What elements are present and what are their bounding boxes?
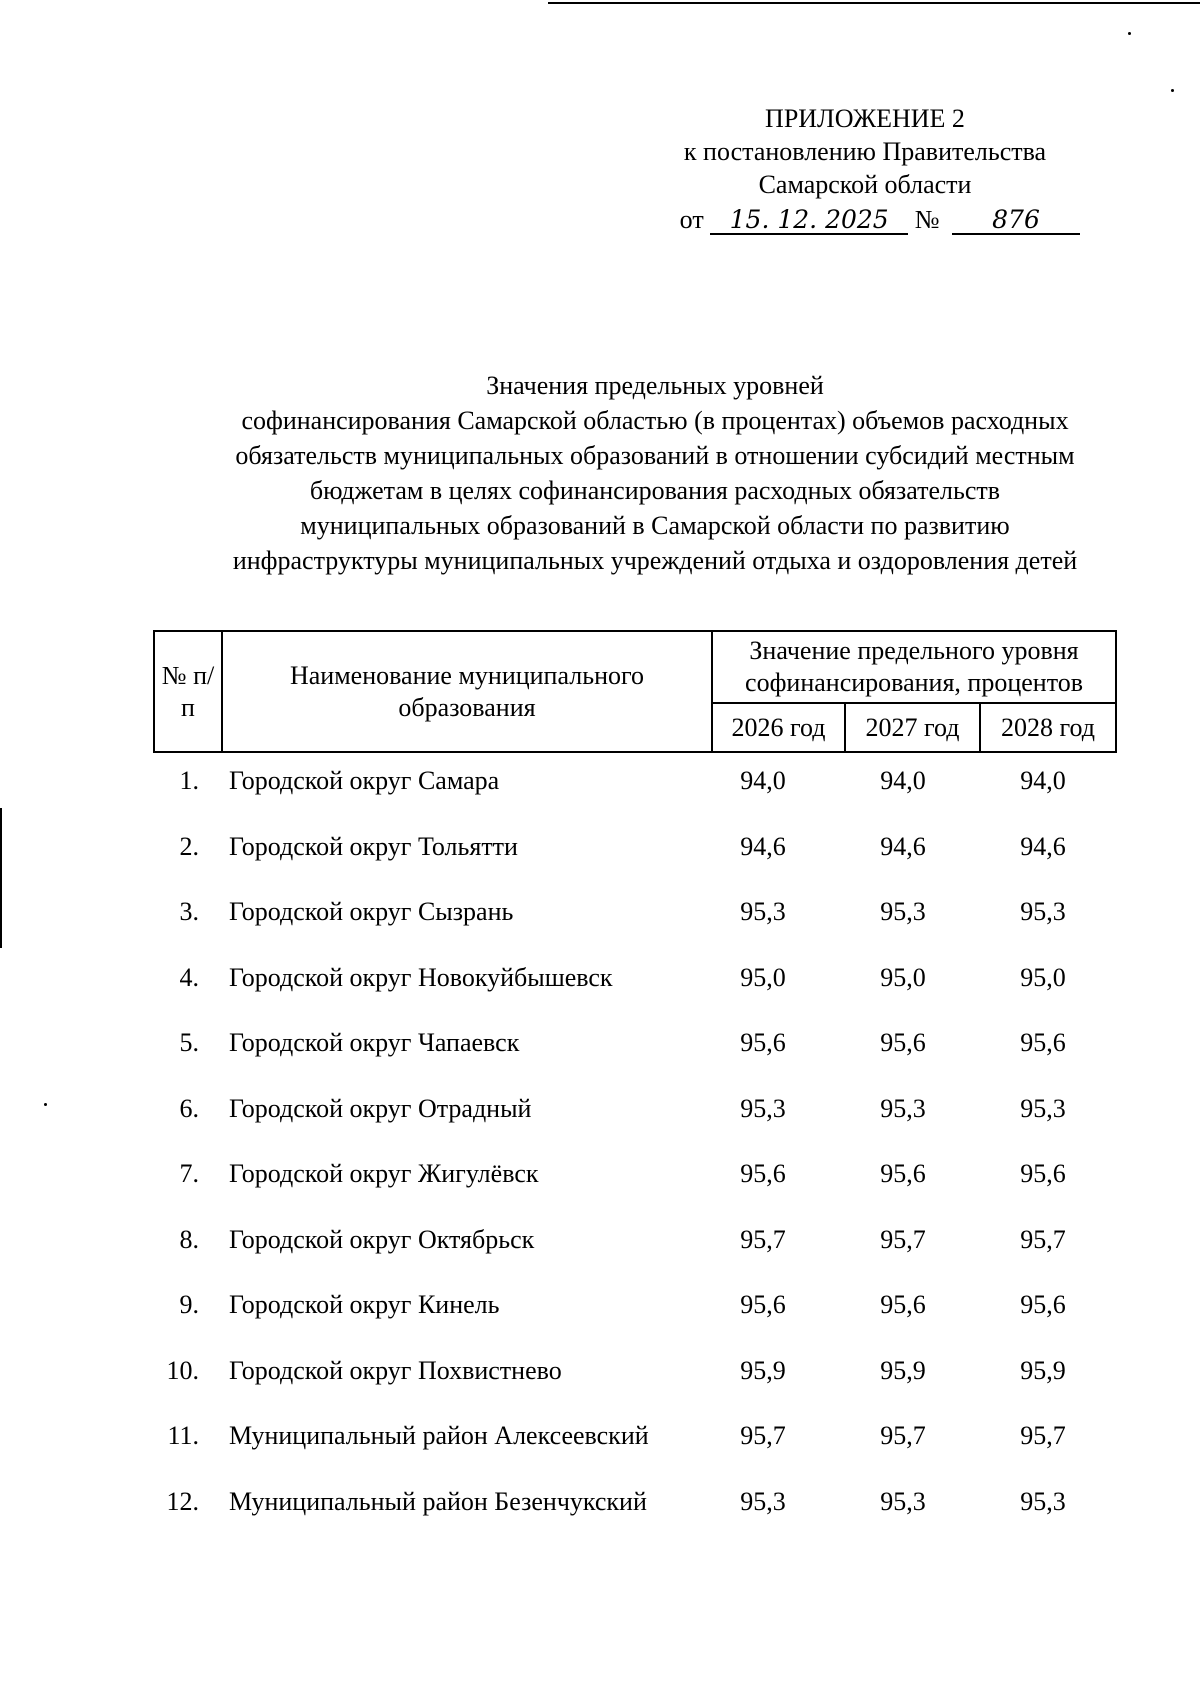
value-2028: 95,6 bbox=[1020, 1159, 1066, 1188]
value-2026: 95,6 bbox=[740, 1159, 786, 1188]
header-municipality-name: Наименование муниципального образования bbox=[222, 631, 712, 752]
value-2028: 94,6 bbox=[1020, 831, 1066, 861]
municipality-name: Городской округ Самара bbox=[229, 766, 500, 795]
scan-speck bbox=[44, 1103, 47, 1106]
handwritten-number: 876 bbox=[952, 207, 1080, 235]
table-row bbox=[153, 1211, 1115, 1277]
row-number: 12. bbox=[166, 1486, 199, 1516]
value-2028: 95,0 bbox=[1020, 962, 1066, 992]
municipality-name: Городской округ Чапаевск bbox=[229, 1028, 520, 1057]
row-number: 8. bbox=[179, 1224, 199, 1254]
value-2027: 95,6 bbox=[880, 1159, 926, 1188]
value-2026: 94,0 bbox=[740, 766, 786, 795]
row-number: 3. bbox=[179, 897, 199, 926]
appendix-date-line bbox=[650, 203, 1080, 236]
title-line: инфраструктуры муниципальных учреждений отдыха и оздоровления детей bbox=[232, 546, 1078, 575]
handwritten-date: 15. 12. 2025 bbox=[710, 207, 908, 235]
municipality-name: Городской округ Новокуйбышевск bbox=[229, 962, 613, 992]
scan-left-edge-mark bbox=[0, 808, 2, 948]
table-row bbox=[153, 1473, 1115, 1539]
value-2027: 95,3 bbox=[880, 1093, 926, 1123]
header-year-2026: 2026 год bbox=[712, 703, 845, 752]
value-2027: 94,6 bbox=[880, 831, 926, 861]
title-line: обязательств муниципальных образований в отношении субсидий местным bbox=[235, 441, 1075, 470]
appendix-header bbox=[650, 102, 1080, 236]
value-2028: 94,0 bbox=[1020, 766, 1066, 795]
municipality-name: Городской округ Отрадный bbox=[229, 1093, 532, 1123]
table-row bbox=[153, 883, 1115, 949]
value-2026: 95,0 bbox=[740, 962, 786, 992]
value-2028: 95,6 bbox=[1020, 1290, 1066, 1319]
value-2027: 94,0 bbox=[880, 766, 926, 795]
value-2028: 95,3 bbox=[1020, 897, 1066, 926]
value-2026: 95,3 bbox=[740, 1486, 786, 1516]
value-2028: 95,9 bbox=[1020, 1355, 1066, 1385]
table-header bbox=[153, 630, 1117, 753]
municipality-name: Городской округ Похвистнево bbox=[229, 1355, 562, 1385]
appendix-line-1: к постановлению Правительства bbox=[683, 137, 1047, 166]
value-2026: 95,7 bbox=[740, 1224, 786, 1254]
number-prefix: № bbox=[914, 205, 940, 234]
row-number: 6. bbox=[179, 1093, 199, 1123]
title-line: муниципальных образований в Самарской области по развитию bbox=[300, 511, 1010, 540]
value-2028: 95,6 bbox=[1020, 1028, 1066, 1057]
table-row bbox=[153, 818, 1115, 884]
value-2027: 95,7 bbox=[880, 1224, 926, 1254]
date-prefix: от bbox=[679, 205, 704, 234]
table-row bbox=[153, 1407, 1115, 1473]
row-number: 7. bbox=[179, 1159, 199, 1188]
row-number: 2. bbox=[179, 831, 199, 861]
table-body bbox=[153, 752, 1115, 1538]
municipality-name: Муниципальный район Алексеевский bbox=[229, 1421, 649, 1450]
header-year-2027: 2027 год bbox=[845, 703, 980, 752]
value-2028: 95,3 bbox=[1020, 1486, 1066, 1516]
value-2028: 95,3 bbox=[1020, 1093, 1066, 1123]
municipality-name: Городской округ Жигулёвск bbox=[229, 1159, 539, 1188]
value-2027: 95,9 bbox=[880, 1355, 926, 1385]
value-2027: 95,3 bbox=[880, 1486, 926, 1516]
value-2026: 95,3 bbox=[740, 897, 786, 926]
value-2026: 95,6 bbox=[740, 1028, 786, 1057]
table-row bbox=[153, 1145, 1115, 1211]
title-line: Значения предельных уровней bbox=[486, 371, 824, 400]
header-cofinancing-level: Значение предельного уровня софинансирования, процентов bbox=[712, 631, 1116, 703]
municipality-name: Городской округ Тольятти bbox=[229, 831, 518, 861]
value-2027: 95,0 bbox=[880, 962, 926, 992]
table-row bbox=[153, 1080, 1115, 1146]
header-year-2028: 2028 год bbox=[980, 703, 1116, 752]
document-title bbox=[150, 368, 1160, 578]
value-2027: 95,6 bbox=[880, 1290, 926, 1319]
appendix-title: ПРИЛОЖЕНИЕ 2 bbox=[765, 104, 965, 133]
table-row bbox=[153, 1276, 1115, 1342]
row-number: 4. bbox=[179, 962, 199, 992]
title-line: бюджетам в целях софинансирования расходных обязательств bbox=[309, 476, 1001, 505]
table-row bbox=[153, 1014, 1115, 1080]
table-row bbox=[153, 1342, 1115, 1408]
value-2027: 95,3 bbox=[880, 897, 926, 926]
header-number: № п/п bbox=[154, 631, 222, 752]
municipality-name: Муниципальный район Безенчукский bbox=[229, 1486, 647, 1516]
value-2028: 95,7 bbox=[1020, 1421, 1066, 1450]
value-2027: 95,7 bbox=[880, 1421, 926, 1450]
value-2026: 95,3 bbox=[740, 1093, 786, 1123]
value-2026: 94,6 bbox=[740, 831, 786, 861]
value-2028: 95,7 bbox=[1020, 1224, 1066, 1254]
scan-top-edge-line bbox=[548, 2, 1200, 4]
value-2026: 95,9 bbox=[740, 1355, 786, 1385]
value-2027: 95,6 bbox=[880, 1028, 926, 1057]
scan-speck bbox=[1171, 89, 1174, 92]
value-2026: 95,7 bbox=[740, 1421, 786, 1450]
row-number: 9. bbox=[179, 1290, 199, 1319]
appendix-line-2: Самарской области bbox=[758, 170, 972, 199]
row-number: 11. bbox=[167, 1421, 199, 1450]
scan-speck bbox=[1128, 32, 1131, 35]
row-number: 5. bbox=[179, 1028, 199, 1057]
row-number: 1. bbox=[179, 766, 199, 795]
title-line: софинансирования Самарской областью (в процентах) объемов расходных bbox=[241, 406, 1069, 435]
municipality-name: Городской округ Октябрьск bbox=[229, 1224, 535, 1254]
municipality-name: Городской округ Кинель bbox=[229, 1290, 500, 1319]
table-row bbox=[153, 752, 1115, 818]
value-2026: 95,6 bbox=[740, 1290, 786, 1319]
municipality-name: Городской округ Сызрань bbox=[229, 897, 514, 926]
table-row bbox=[153, 949, 1115, 1015]
row-number: 10. bbox=[166, 1355, 199, 1385]
